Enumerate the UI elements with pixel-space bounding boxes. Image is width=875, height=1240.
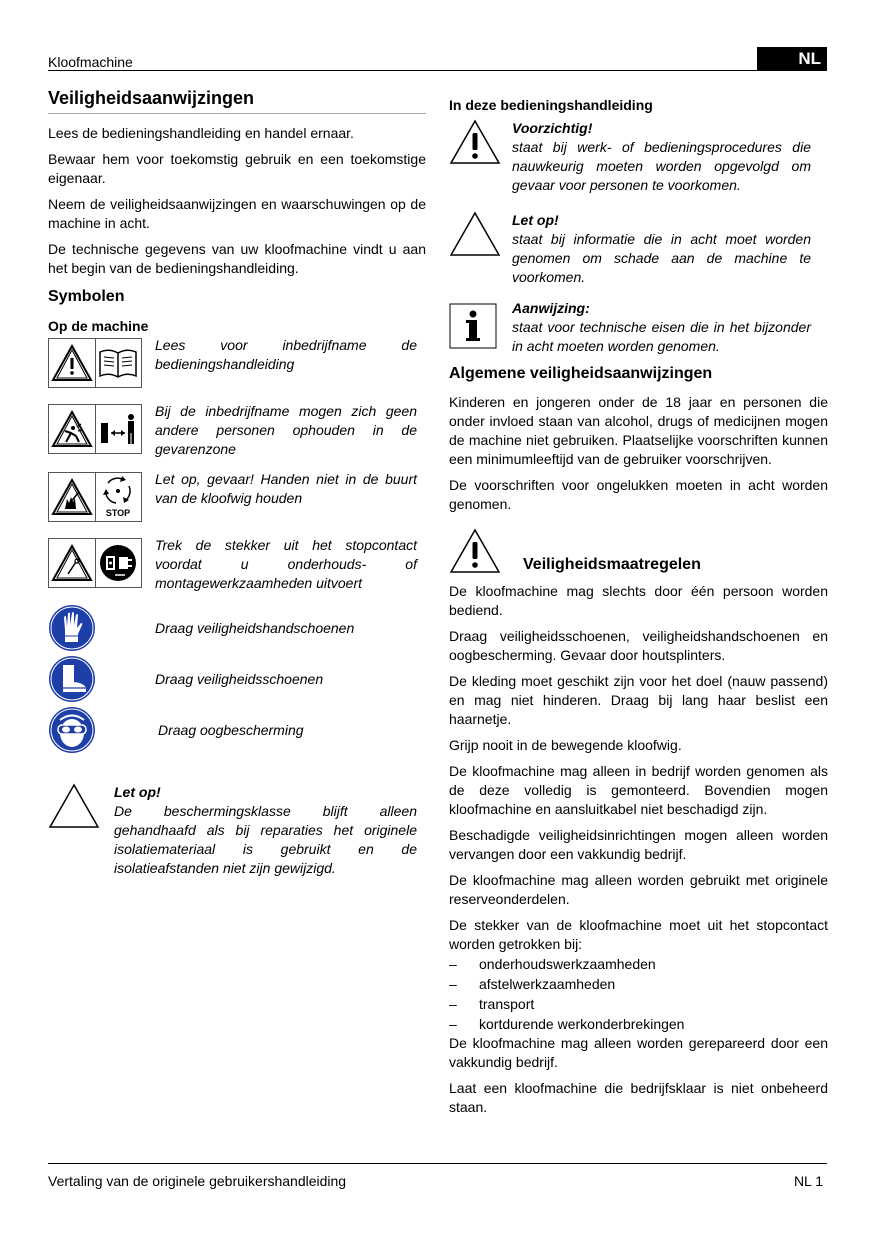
keep-distance-icon	[95, 405, 141, 453]
ppe-row	[48, 604, 426, 655]
hint-body: staat voor technische eisen die in het bijzonder in acht moeten worden genomen.	[512, 319, 811, 354]
ppe-row	[48, 706, 426, 757]
ppe-row	[48, 655, 426, 706]
caution-icon	[449, 119, 501, 165]
warning-icon	[449, 528, 501, 574]
safety-measures-header	[449, 522, 828, 582]
symbol-row	[48, 538, 426, 594]
footer-text: Vertaling van de originele gebruikershandleiding	[48, 1173, 347, 1189]
symbol-description: Lees voor inbedrijfname de bedieningshandleiding	[155, 337, 417, 372]
paragraph: Grijp nooit in de bewegende kloofwig.	[449, 737, 682, 753]
header-title: Kloofmachine	[48, 54, 133, 70]
paragraph: De stekker van de kloofmachine moet uit het stopcontact worden getrokken bij:	[449, 917, 828, 952]
gloves-icon	[48, 604, 96, 652]
hint-title: Aanwijzing:	[512, 300, 590, 316]
list-item: – transport	[449, 994, 828, 1014]
unplug-icon	[95, 539, 141, 587]
paragraph: Beschadigde veiligheidsinrichtingen mogen alleen worden vervangen door een vakkundig bedrijf.	[449, 827, 828, 862]
page-number: NL 1	[793, 1173, 823, 1189]
paragraph: Kinderen en jongeren onder de 18 jaar en personen die onder invloed staan van alcohol, drugs of medicijnen mogen de machine niet gebruiken. Plaatselijke voorschriften kunnen een minimumleeftijd van de gebruiker voorschrijven.	[449, 394, 828, 467]
hint-caution	[449, 119, 828, 201]
flying-debris-warning-icon	[49, 405, 95, 453]
hint-attention	[449, 211, 828, 289]
symbol-box	[48, 404, 142, 454]
symbol-description: Trek de stekker uit het stopcontact voordat u onderhouds- of montagewerkzaamheden uitvoert	[155, 537, 417, 591]
safety-boots-icon	[48, 655, 96, 703]
paragraph: De kloofmachine mag alleen in bedrijf worden genomen als de deze volledig is gemonteerd. Bovendien mogen kloofmachine en aansluitkabel niet beschadigd zijn.	[449, 763, 828, 817]
paragraph: De kloofmachine mag alleen worden gerepareerd door een vakkundig bedrijf.	[449, 1035, 828, 1070]
unplug-list	[449, 954, 828, 1034]
ppe-text: Draag veiligheidshandschoenen	[155, 620, 355, 636]
symbol-description: Bij de inbedrijfname mogen zich geen andere personen ophouden in de gevarenzone	[155, 403, 417, 457]
safety-measures-heading: Veiligheidsmaatregelen	[523, 556, 701, 573]
hint-body: staat bij informatie die in acht moet worden genomen om schade aan de machine te voorkomen.	[512, 231, 811, 285]
paragraph: Bewaar hem voor toekomstig gebruik en een toekomstige eigenaar.	[48, 151, 426, 186]
paragraph: De kloofmachine mag slechts door één persoon worden bediend.	[449, 583, 828, 618]
hint-title: Let op!	[512, 212, 559, 228]
list-item: – onderhoudswerkzaamheden	[449, 954, 828, 974]
safety-instructions-heading: Veiligheidsaanwijzingen	[48, 88, 426, 114]
stop-rotation-icon	[95, 473, 141, 521]
header-rule	[48, 70, 827, 71]
list-item: – afstelwerkzaamheden	[449, 974, 828, 994]
attention-icon	[449, 211, 501, 257]
maintenance-warning-icon	[49, 539, 95, 587]
language-badge: NL	[757, 47, 827, 71]
symbol-box	[48, 472, 142, 522]
footer-rule	[48, 1163, 827, 1164]
paragraph: De kloofmachine mag alleen worden gebruikt met originele reserveonderdelen.	[449, 872, 828, 907]
info-icon	[449, 303, 497, 349]
ppe-text: Draag oogbescherming	[158, 722, 304, 738]
symbol-row	[48, 404, 426, 460]
hint-info	[449, 299, 828, 355]
hint-text	[512, 119, 811, 195]
note-title: Let op!	[114, 784, 161, 800]
manual-book-icon	[95, 339, 141, 387]
hint-text	[512, 299, 811, 356]
attention-triangle-icon	[48, 783, 100, 829]
hint-title: Voorzichtig!	[512, 120, 593, 136]
warning-icon	[49, 339, 95, 387]
paragraph: Neem de veiligheidsaanwijzingen en waarschuwingen op de machine in acht.	[48, 196, 426, 231]
symbol-box	[48, 538, 142, 588]
paragraph: Lees de bedieningshandleiding en handel ernaar.	[48, 125, 354, 141]
symbols-heading: Symbolen	[48, 288, 125, 305]
list-item: – kortdurende werkonderbrekingen	[449, 1014, 828, 1034]
right-column	[449, 97, 828, 1124]
manual-heading: In deze bedieningshandleiding	[449, 97, 653, 113]
symbol-description: Let op, gevaar! Handen niet in de buurt van de kloofwig houden	[155, 471, 417, 506]
symbol-row	[48, 338, 426, 394]
paragraph: Draag veiligheidsschoenen, veiligheidshandschoenen en oogbescherming. Gevaar door houtsplinters.	[449, 628, 828, 663]
symbol-row	[48, 472, 426, 528]
paragraph: De voorschriften voor ongelukken moeten in acht worden genomen.	[449, 477, 828, 512]
paragraph: Laat een kloofmachine die bedrijfsklaar is niet onbeheerd staan.	[449, 1080, 828, 1115]
left-column	[48, 88, 426, 893]
ppe-text: Draag veiligheidsschoenen	[155, 671, 324, 687]
on-machine-heading: Op de machine	[48, 318, 149, 334]
symbol-box	[48, 338, 142, 388]
paragraph: De technische gegevens van uw kloofmachine vindt u aan het begin van de bedieningshandleiding.	[48, 241, 426, 276]
note-body: De beschermingsklasse blijft alleen gehandhaafd als bij reparaties het originele isolatiemateriaal is gebruikt en de isolatieafstanden niet zijn gewijzigd.	[114, 803, 417, 876]
stop-label: STOP	[106, 508, 131, 518]
hint-body: staat bij werk- of bedieningsprocedures die nauwkeurig moeten worden opgevolgd om gevaar voor personen te voorkomen.	[512, 139, 811, 193]
goggles-icon	[48, 706, 96, 754]
hint-text	[512, 211, 811, 287]
hand-injury-warning-icon	[49, 473, 95, 521]
note-text	[114, 783, 417, 878]
paragraph: De kleding moet geschikt zijn voor het doel (nauw passend) en mag niet hinderen. Draag bij lang haar beslist een haarnetje.	[449, 673, 828, 727]
protection-class-note	[48, 783, 426, 893]
general-safety-heading: Algemene veiligheidsaanwijzingen	[449, 365, 713, 382]
